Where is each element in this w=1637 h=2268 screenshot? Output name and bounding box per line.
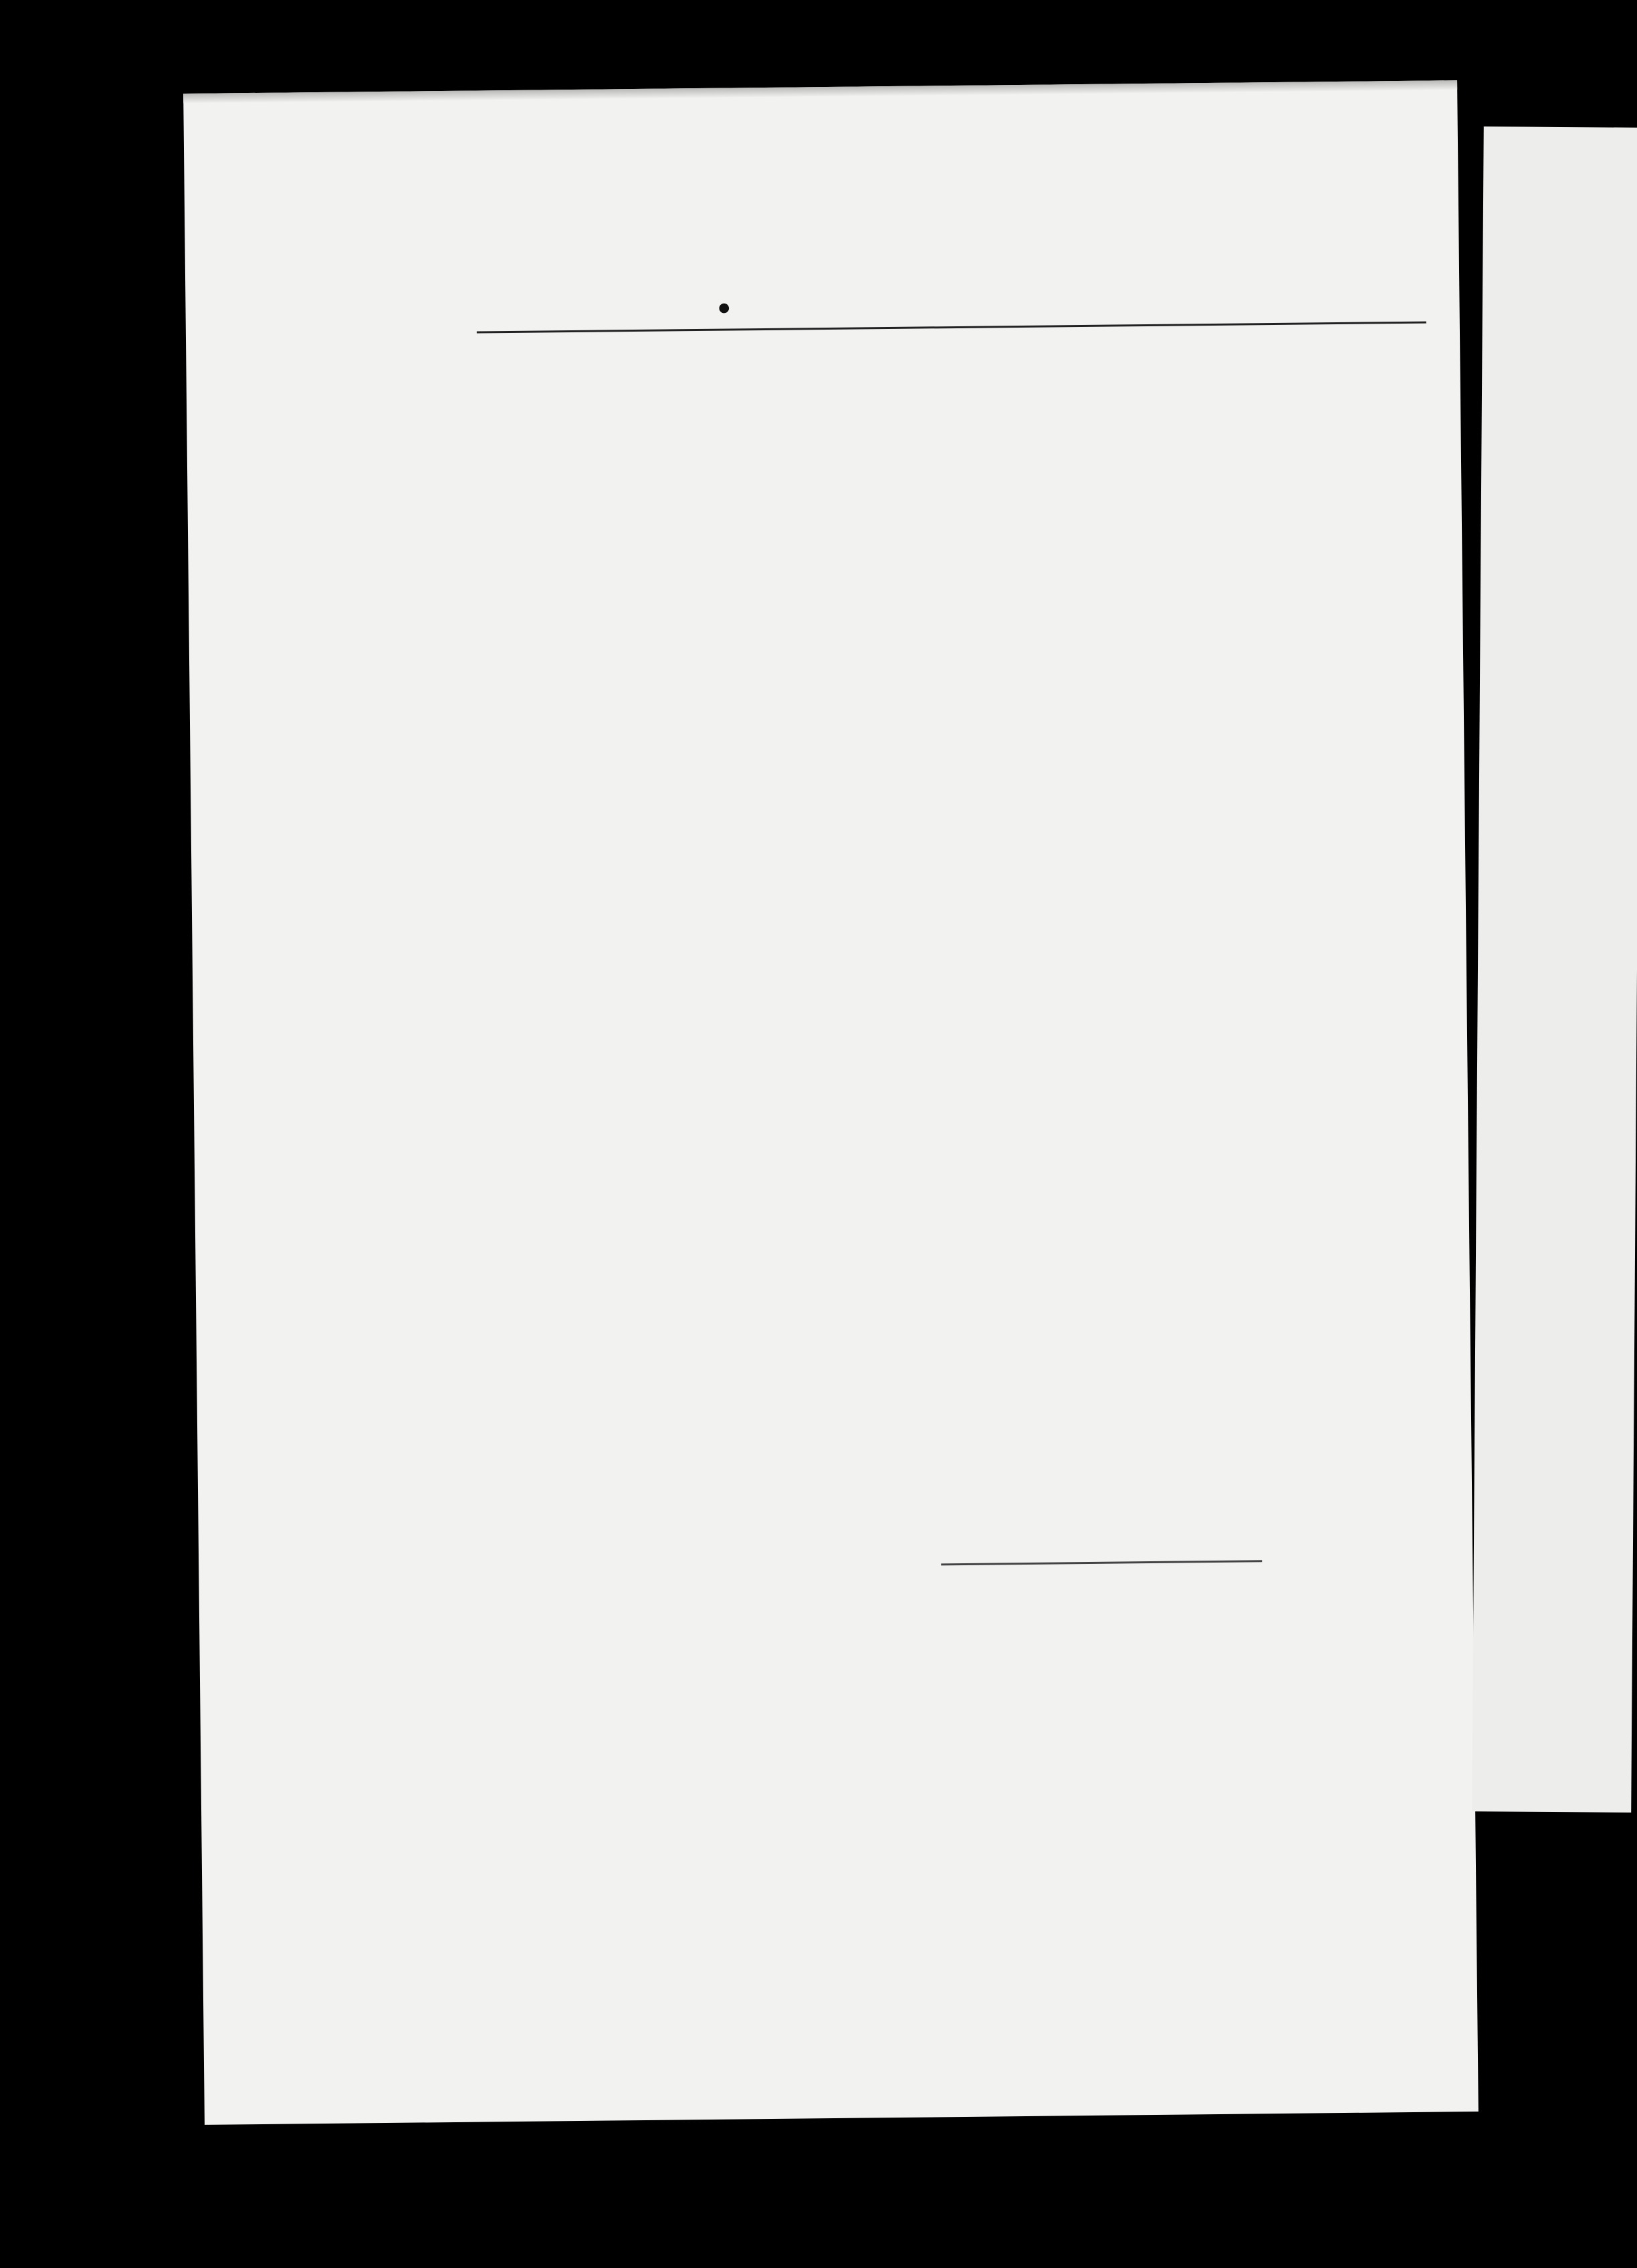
page-header (476, 281, 1426, 334)
page (183, 80, 1479, 2125)
running-title (717, 295, 737, 320)
bullet-icon: ● (717, 295, 734, 320)
section-divider (941, 1560, 1262, 1565)
facing-page (1472, 126, 1637, 1813)
facing-page-fragments (1484, 126, 1637, 128)
page-content (476, 281, 1426, 347)
page-edge (183, 80, 1457, 103)
entry-list (477, 337, 1426, 347)
